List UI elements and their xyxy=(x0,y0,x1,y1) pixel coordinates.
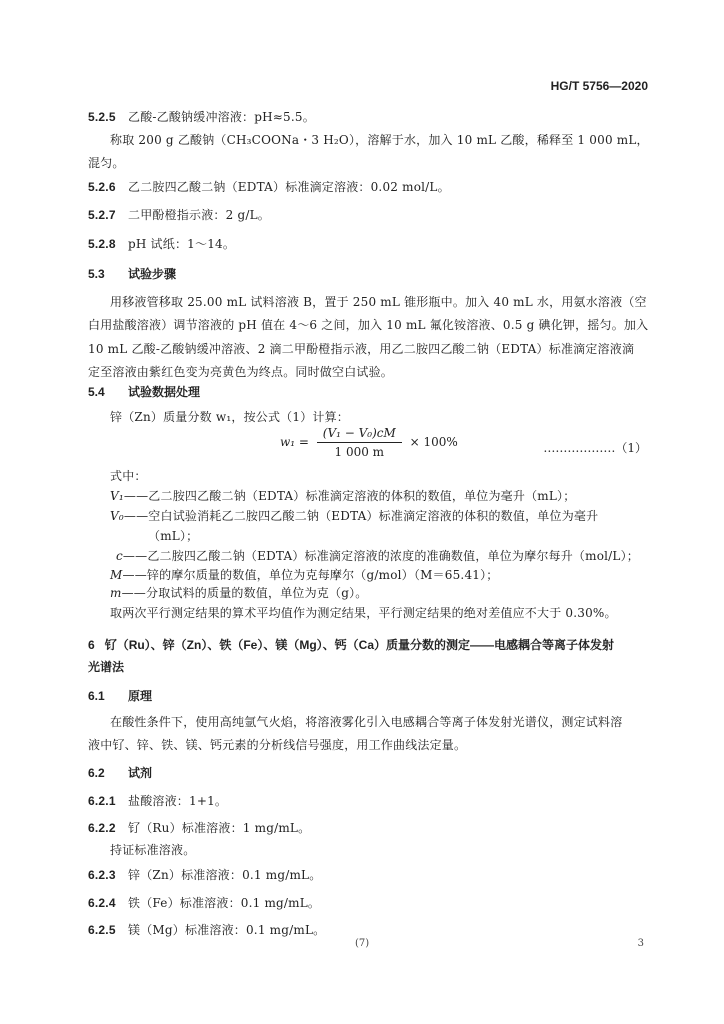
section-6-heading xyxy=(88,636,614,653)
paragraph: 白用盐酸溶液）调节溶液的 pH 值在 4～6 之间，加入 10 mL 氟化铵溶液、0.5 g 碘化钾，摇匀。加入 xyxy=(88,318,649,332)
clause-6-2-4 xyxy=(88,894,320,911)
definition: ——乙二胺四乙酸二钠（EDTA）标准滴定溶液的体积的数值，单位为毫升（mL）； xyxy=(123,489,576,503)
paragraph: 用移液管移取 25.00 mL 试料溶液 B，置于 250 mL 锥形瓶中。加入 40 mL 水，用氨水溶液（空 xyxy=(110,295,647,309)
clause-number: 5.2.6 xyxy=(88,180,116,194)
clause-number: 5.2.7 xyxy=(88,208,116,222)
paragraph: 定至溶液由紫红色变为亮黄色为终点。同时做空白试验。 xyxy=(88,365,394,379)
clause-5-2-6 xyxy=(88,178,450,195)
clause-5-2-8 xyxy=(88,235,235,252)
formula-1 xyxy=(280,426,458,460)
clause-title: pH 试纸：1～14。 xyxy=(128,237,236,251)
formula-intro: 锌（Zn）质量分数 w₁，按公式（1）计算： xyxy=(110,410,349,424)
clause-6-2-5 xyxy=(88,921,325,938)
page-number: 3 xyxy=(637,938,644,949)
definition-continuation: （mL）； xyxy=(148,529,199,543)
section-title: 试剂 xyxy=(128,766,153,780)
clause-number: 6.2.1 xyxy=(88,794,116,808)
clause-6-2-3 xyxy=(88,866,321,883)
section-6-heading-continuation: 光谱法 xyxy=(88,660,125,674)
symbol: m xyxy=(110,586,122,600)
formula-numerator: (V₁ − V₀)cM xyxy=(317,426,402,443)
clause-title: 钌（Ru）标准溶液：1 mg/mL。 xyxy=(128,821,311,835)
symbol: M xyxy=(110,568,123,582)
variable-c xyxy=(116,547,639,564)
formula-denominator: 1 000 m xyxy=(334,445,385,459)
clause-title: 二甲酚橙指示液：2 g/L。 xyxy=(128,208,270,222)
section-number: 5.3 xyxy=(88,267,105,281)
equation-number: ………………（1） xyxy=(543,441,647,455)
definition: ——锌的摩尔质量的数值，单位为克每摩尔（g/mol）（M＝65.41）； xyxy=(122,568,499,582)
section-title: 钌（Ru）、锌（Zn）、铁（Fe）、镁（Mg）、钙（Ca）质量分数的测定——电感耦合等离子体发射 xyxy=(104,638,615,652)
section-number: 6.1 xyxy=(88,689,105,703)
formula-lhs: w₁ = xyxy=(280,435,309,449)
clause-title: 乙二胺四乙酸二钠（EDTA）标准滴定溶液：0.02 mol/L。 xyxy=(128,180,450,194)
variable-v0 xyxy=(110,507,598,524)
definition: ——分取试料的质量的数值，单位为克（g）。 xyxy=(121,586,368,600)
clause-number: 6.2.5 xyxy=(88,923,116,937)
symbol: V₁ xyxy=(110,489,124,503)
definition: ——乙二胺四乙酸二钠（EDTA）标准滴定溶液的浓度的准确数值，单位为摩尔每升（mol/L）； xyxy=(122,549,639,563)
section-number: 6.2 xyxy=(88,766,105,780)
clause-6-2-1 xyxy=(88,792,227,809)
section-5-4-heading xyxy=(88,383,200,400)
clause-number: 5.2.8 xyxy=(88,237,116,251)
clause-title: 盐酸溶液：1+1。 xyxy=(128,794,228,808)
clause-title: 铁（Fe）标准溶液：0.1 mg/mL。 xyxy=(128,896,321,910)
paragraph: 10 mL 乙酸-乙酸钠缓冲溶液、2 滴二甲酚橙指示液，用乙二胺四乙酸二钠（EDTA）标准滴定溶液滴 xyxy=(88,342,635,356)
clause-6-2-2 xyxy=(88,819,310,836)
result-statement: 取两次平行测定结果的算术平均值作为测定结果，平行测定结果的绝对差值应不大于 0.30%。 xyxy=(110,606,617,620)
section-title: 试验数据处理 xyxy=(128,385,201,399)
clause-title: 镁（Mg）标准溶液：0.1 mg/mL。 xyxy=(128,923,326,937)
paragraph: 在酸性条件下，使用高纯氩气火焰，将溶液雾化引入电感耦合等离子体发射光谱仪，测定试料溶 xyxy=(110,715,623,729)
clause-title: 锌（Zn）标准溶液：0.1 mg/mL。 xyxy=(128,868,322,882)
symbol: c xyxy=(116,549,123,563)
footer-center: (7) xyxy=(355,938,370,949)
variable-m xyxy=(110,584,367,601)
variable-v1 xyxy=(110,487,575,504)
clause-5-2-5 xyxy=(88,108,315,125)
paragraph: 混匀。 xyxy=(88,156,125,170)
formula-fraction xyxy=(317,426,402,459)
definition: ——空白试验消耗乙二胺四乙酸二钠（EDTA）标准滴定溶液的体积的数值，单位为毫升 xyxy=(123,509,599,523)
section-title: 原理 xyxy=(128,689,153,703)
clause-number: 6.2.3 xyxy=(88,868,116,882)
section-title: 试验步骤 xyxy=(128,267,177,281)
clause-title: 乙酸-乙酸钠缓冲溶液：pH≈5.5。 xyxy=(128,110,315,124)
standard-number: HG/T 5756—2020 xyxy=(550,79,648,93)
section-6-1-heading xyxy=(88,687,152,704)
paragraph: 持证标准溶液。 xyxy=(110,843,196,857)
section-number: 6 xyxy=(88,638,95,652)
section-number: 5.4 xyxy=(88,385,105,399)
clause-number: 6.2.4 xyxy=(88,896,116,910)
paragraph: 液中钌、锌、铁、镁、钙元素的分析线信号强度，用工作曲线法定量。 xyxy=(88,738,467,752)
variable-M xyxy=(110,566,499,583)
formula-rhs: × 100% xyxy=(409,435,458,449)
section-5-3-heading xyxy=(88,265,176,282)
paragraph: 称取 200 g 乙酸钠（CH₃COONa・3 H₂O），溶解于水，加入 10 mL 乙酸，稀释至 1 000 mL， xyxy=(110,133,649,147)
symbol: V₀ xyxy=(110,509,124,523)
clause-number: 5.2.5 xyxy=(88,110,116,124)
section-6-2-heading xyxy=(88,764,152,781)
clause-5-2-7 xyxy=(88,206,270,223)
clause-number: 6.2.2 xyxy=(88,821,116,835)
where-label: 式中： xyxy=(110,469,147,483)
